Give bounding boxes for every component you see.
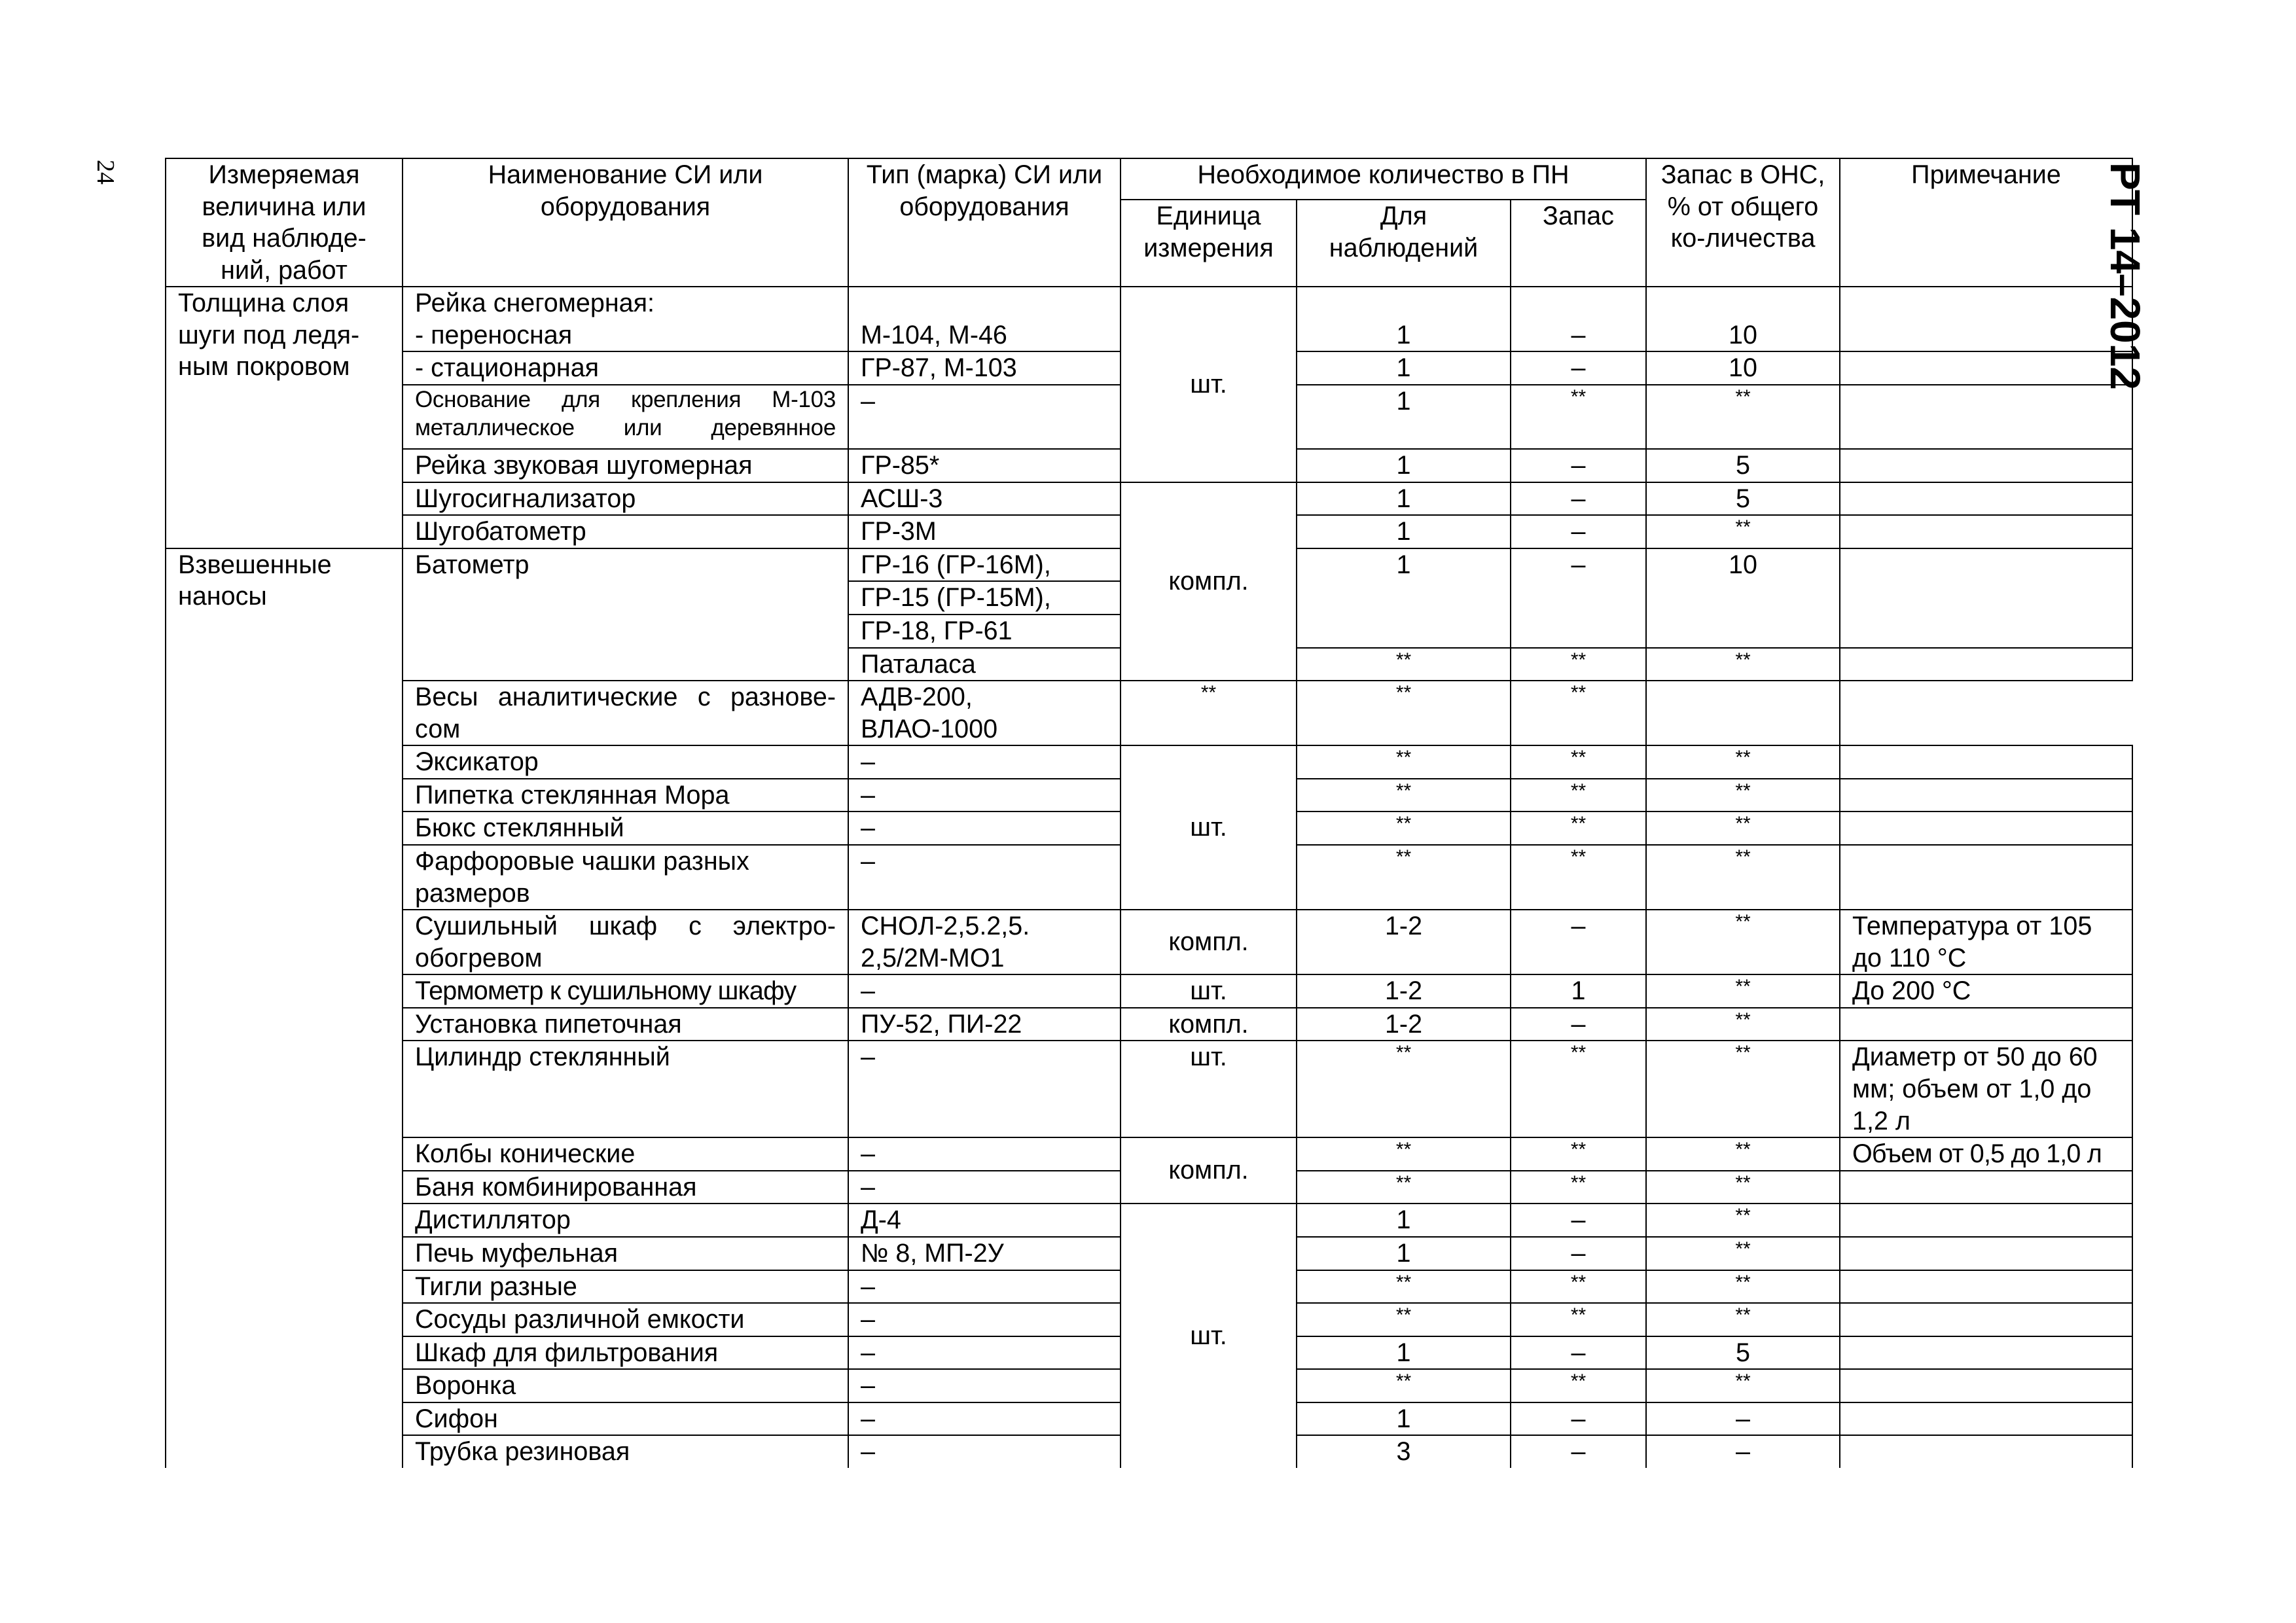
reserve-cell: ** bbox=[1511, 812, 1646, 845]
obs-cell: 1 bbox=[1297, 1336, 1511, 1370]
note-cell: До 200 °С bbox=[1840, 974, 2132, 1008]
ons-cell: 5 bbox=[1646, 482, 1840, 516]
note-cell bbox=[1840, 1303, 2132, 1336]
table-row-name: Печь муфельная bbox=[403, 1237, 848, 1270]
obs-cell: 1 bbox=[1297, 1402, 1511, 1436]
obs-cell: 3 bbox=[1297, 1435, 1511, 1468]
table-row-name: Установка пипеточная bbox=[403, 1008, 848, 1041]
header-ons: Запас в ОНС, % от общего ко-личества bbox=[1646, 158, 1840, 287]
note-cell bbox=[1840, 515, 2132, 548]
table-row-type: – bbox=[848, 812, 1121, 845]
table-row-type: – bbox=[848, 1402, 1121, 1436]
ons-cell: 10 bbox=[1646, 548, 1840, 648]
table-row-name: Фарфоровые чашки разных размеров bbox=[403, 845, 848, 910]
table-row-name: Термометр к сушильному шкафу bbox=[403, 974, 848, 1008]
ons-cell: ** bbox=[1646, 1171, 1840, 1204]
reserve-cell: – bbox=[1511, 1204, 1646, 1237]
header-note: Примечание bbox=[1840, 158, 2132, 287]
document-code: РТ 14–2012 bbox=[2102, 162, 2149, 390]
reserve-cell: ** bbox=[1511, 779, 1646, 812]
table-row-type: – bbox=[848, 385, 1121, 449]
note-cell bbox=[1840, 745, 2132, 779]
ons-cell: ** bbox=[1646, 1303, 1840, 1336]
table-row-type: М-104, М-46 bbox=[848, 287, 1121, 351]
unit-cell: шт. bbox=[1121, 287, 1297, 482]
unit-cell: шт. bbox=[1121, 1041, 1297, 1137]
note-cell bbox=[1840, 845, 2132, 910]
table-row-name: Батометр bbox=[403, 548, 848, 681]
table-row-name: Трубка резиновая bbox=[403, 1435, 848, 1468]
table-row-name bbox=[403, 287, 848, 351]
ons-cell: ** bbox=[1646, 779, 1840, 812]
ons-cell: ** bbox=[1646, 648, 1840, 681]
obs-cell: ** bbox=[1297, 1171, 1511, 1204]
obs-cell: 1 bbox=[1297, 515, 1511, 548]
table-row-name: Шугобатометр bbox=[403, 515, 848, 548]
header-required: Необходимое количество в ПН bbox=[1121, 158, 1646, 200]
ons-cell: ** bbox=[1646, 1041, 1840, 1137]
obs-cell: ** bbox=[1297, 1137, 1511, 1171]
obs-cell: ** bbox=[1297, 648, 1511, 681]
ons-cell: ** bbox=[1511, 681, 1646, 745]
reserve-cell: – bbox=[1511, 351, 1646, 385]
obs-cell: 1-2 bbox=[1297, 910, 1511, 974]
ons-cell: ** bbox=[1646, 812, 1840, 845]
table-row-name: Сушильный шкаф с электро-обогревом bbox=[403, 910, 848, 974]
table-row-type: – bbox=[848, 1369, 1121, 1402]
obs-cell: ** bbox=[1297, 1270, 1511, 1304]
reserve-cell: ** bbox=[1511, 385, 1646, 449]
table-row-type: АДВ-200, ВЛАО-1000 bbox=[848, 681, 1121, 745]
table-row-name: Эксикатор bbox=[403, 745, 848, 779]
reserve-cell: – bbox=[1511, 449, 1646, 482]
ons-cell: ** bbox=[1646, 385, 1840, 449]
note-cell bbox=[1840, 812, 2132, 845]
table-row-type: ПУ-52, ПИ-22 bbox=[848, 1008, 1121, 1041]
ons-cell: ** bbox=[1646, 910, 1840, 974]
obs-cell: 1 bbox=[1297, 482, 1511, 516]
table-row-type: – bbox=[848, 1137, 1121, 1171]
note-cell bbox=[1840, 351, 2132, 385]
reserve-cell: ** bbox=[1511, 1270, 1646, 1304]
reserve-cell: ** bbox=[1511, 1303, 1646, 1336]
unit-cell: шт. bbox=[1121, 745, 1297, 910]
table-row-type: – bbox=[848, 1435, 1121, 1468]
table-row-name: - стационарная bbox=[403, 351, 848, 385]
note-cell bbox=[1840, 1237, 2132, 1270]
ons-cell: – bbox=[1646, 1435, 1840, 1468]
unit-cell: компл. bbox=[1121, 1008, 1297, 1041]
ons-cell: ** bbox=[1646, 745, 1840, 779]
obs-cell: 1 bbox=[1297, 449, 1511, 482]
table-row-name: Шкаф для фильтрования bbox=[403, 1336, 848, 1370]
obs-cell: ** bbox=[1297, 1303, 1511, 1336]
reserve-cell: – bbox=[1511, 1435, 1646, 1468]
reserve-cell: – bbox=[1511, 287, 1646, 351]
table-row-type: № 8, МП-2У bbox=[848, 1237, 1121, 1270]
note-cell bbox=[1840, 548, 2132, 648]
table-row-type: – bbox=[848, 1171, 1121, 1204]
obs-cell: 1 bbox=[1297, 385, 1511, 449]
reserve-cell: ** bbox=[1511, 1369, 1646, 1402]
table-row-type: – bbox=[848, 845, 1121, 910]
unit-cell: компл. bbox=[1121, 1137, 1297, 1204]
ons-cell: – bbox=[1646, 1402, 1840, 1436]
note-cell bbox=[1840, 779, 2132, 812]
note-cell: Диаметр от 50 до 60 мм; объем от 1,0 до 1,2 л bbox=[1840, 1041, 2132, 1137]
table-row-type: ГР-87, М-103 bbox=[848, 351, 1121, 385]
ons-cell: ** bbox=[1646, 1137, 1840, 1171]
note-cell bbox=[1840, 385, 2132, 449]
ons-cell: 10 bbox=[1646, 351, 1840, 385]
table-row-name: Сосуды различной емкости bbox=[403, 1303, 848, 1336]
reserve-cell: ** bbox=[1297, 681, 1511, 745]
obs-cell: 1 bbox=[1297, 1237, 1511, 1270]
reserve-cell: – bbox=[1511, 1237, 1646, 1270]
obs-cell: 1 bbox=[1297, 287, 1511, 351]
obs-cell: ** bbox=[1297, 745, 1511, 779]
table-row-type: – bbox=[848, 1336, 1121, 1370]
note-cell bbox=[1840, 1369, 2132, 1402]
ons-cell: 5 bbox=[1646, 449, 1840, 482]
table-row-type: ГР-16 (ГР-16М), bbox=[848, 548, 1121, 582]
table-row-type: Паталаса bbox=[848, 648, 1121, 681]
unit-cell: компл. bbox=[1121, 482, 1297, 681]
ons-cell: ** bbox=[1646, 1369, 1840, 1402]
note-cell bbox=[1840, 449, 2132, 482]
table-row-name: Весы аналитические с разнове-сом bbox=[403, 681, 848, 745]
note-cell bbox=[1840, 648, 2132, 681]
obs-cell: ** bbox=[1297, 812, 1511, 845]
header-for-observations: Для наблюдений bbox=[1297, 200, 1511, 287]
table-row-type: ГР-3М bbox=[848, 515, 1121, 548]
note-cell: Объем от 0,5 до 1,0 л bbox=[1840, 1137, 2132, 1171]
table-row-type: – bbox=[848, 1041, 1121, 1137]
table-row-name: Колбы конические bbox=[403, 1137, 848, 1171]
table-row-name: Рейка звуковая шугомерная bbox=[403, 449, 848, 482]
obs-cell: 1-2 bbox=[1297, 974, 1511, 1008]
reserve-cell: ** bbox=[1511, 1137, 1646, 1171]
obs-cell: ** bbox=[1297, 1041, 1511, 1137]
reserve-cell: – bbox=[1511, 1008, 1646, 1041]
reserve-cell: ** bbox=[1511, 1041, 1646, 1137]
reserve-cell: – bbox=[1511, 1336, 1646, 1370]
note-cell bbox=[1840, 1435, 2132, 1468]
note-cell bbox=[1840, 482, 2132, 516]
table-row-name: Пипетка стеклянная Мора bbox=[403, 779, 848, 812]
reserve-cell: ** bbox=[1511, 745, 1646, 779]
rail-title: Рейка снегомерная: bbox=[415, 289, 655, 318]
reserve-cell: ** bbox=[1511, 1171, 1646, 1204]
note-cell bbox=[1840, 1336, 2132, 1370]
note-cell bbox=[1840, 287, 2132, 351]
table-row-type: Д-4 bbox=[848, 1204, 1121, 1237]
note-cell bbox=[1840, 1008, 2132, 1041]
table-row-type: – bbox=[848, 1270, 1121, 1304]
header-type: Тип (марка) СИ или оборудования bbox=[848, 158, 1121, 287]
table-row-type: – bbox=[848, 974, 1121, 1008]
table-row-name: Цилиндр стеклянный bbox=[403, 1041, 848, 1137]
note-cell bbox=[1840, 1402, 2132, 1436]
table-row-name: Сифон bbox=[403, 1402, 848, 1436]
table-row-type: ГР-85* bbox=[848, 449, 1121, 482]
ons-cell: ** bbox=[1646, 1237, 1840, 1270]
table-row-name: Дистиллятор bbox=[403, 1204, 848, 1237]
table-row-name: Основание для крепления М-103 металлическое или деревянное bbox=[403, 385, 848, 449]
table-row-name: Тигли разные bbox=[403, 1270, 848, 1304]
obs-cell: ** bbox=[1297, 1369, 1511, 1402]
page-number: 24 bbox=[92, 160, 119, 185]
table-row-name: Баня комбинированная bbox=[403, 1171, 848, 1204]
ons-cell: ** bbox=[1646, 515, 1840, 548]
header-measured: Измеряемая величина или вид наблюде-ний, работ bbox=[166, 158, 403, 287]
table-row-type: ГР-18, ГР-61 bbox=[848, 615, 1121, 648]
header-reserve: Запас bbox=[1511, 200, 1646, 287]
table-row-type: – bbox=[848, 745, 1121, 779]
reserve-cell: – bbox=[1511, 910, 1646, 974]
rail-portable: - переносная bbox=[415, 320, 573, 349]
note-cell bbox=[1840, 1204, 2132, 1237]
note-cell: Температура от 105 до 110 °С bbox=[1840, 910, 2132, 974]
reserve-cell: – bbox=[1511, 1402, 1646, 1436]
header-name: Наименование СИ или оборудования bbox=[403, 158, 848, 287]
table-row-type: ГР-15 (ГР-15М), bbox=[848, 581, 1121, 615]
obs-cell: 1 bbox=[1297, 548, 1511, 648]
note-cell bbox=[1646, 681, 1840, 745]
reserve-cell: – bbox=[1511, 515, 1646, 548]
ons-cell: 10 bbox=[1646, 287, 1840, 351]
reserve-cell: – bbox=[1511, 548, 1646, 648]
note-cell bbox=[1840, 1270, 2132, 1304]
ons-cell: ** bbox=[1646, 1270, 1840, 1304]
obs-cell: ** bbox=[1297, 845, 1511, 910]
obs-cell: ** bbox=[1121, 681, 1297, 745]
ons-cell: ** bbox=[1646, 974, 1840, 1008]
ons-cell: ** bbox=[1646, 1204, 1840, 1237]
ons-cell: ** bbox=[1646, 1008, 1840, 1041]
ons-cell: 5 bbox=[1646, 1336, 1840, 1370]
note-cell bbox=[1840, 1171, 2132, 1204]
unit-cell: шт. bbox=[1121, 1204, 1297, 1468]
reserve-cell: ** bbox=[1511, 845, 1646, 910]
measured-ice-slush-thickness: Толщина слоя шуги под ледя-ным покровом bbox=[166, 287, 403, 548]
unit-cell: шт. bbox=[1121, 974, 1297, 1008]
header-unit: Единица измерения bbox=[1121, 200, 1297, 287]
obs-cell: 1 bbox=[1297, 351, 1511, 385]
obs-cell: 1-2 bbox=[1297, 1008, 1511, 1041]
table-row-type: – bbox=[848, 1303, 1121, 1336]
equipment-table bbox=[165, 158, 2133, 1468]
ons-cell: ** bbox=[1646, 845, 1840, 910]
obs-cell: 1 bbox=[1297, 1204, 1511, 1237]
reserve-cell: ** bbox=[1511, 648, 1646, 681]
unit-cell: компл. bbox=[1121, 910, 1297, 974]
reserve-cell: – bbox=[1511, 482, 1646, 516]
table-row-name: Воронка bbox=[403, 1369, 848, 1402]
table-row-type: СНОЛ-2,5.2,5. 2,5/2М-МО1 bbox=[848, 910, 1121, 974]
obs-cell: ** bbox=[1297, 779, 1511, 812]
table-row-type: АСШ-3 bbox=[848, 482, 1121, 516]
table-row-name: Шугосигнализатор bbox=[403, 482, 848, 516]
reserve-cell: 1 bbox=[1511, 974, 1646, 1008]
table-row-type: – bbox=[848, 779, 1121, 812]
table-row-name: Бюкс стеклянный bbox=[403, 812, 848, 845]
measured-suspended-sediment: Взвешенные наносы bbox=[166, 548, 403, 1468]
